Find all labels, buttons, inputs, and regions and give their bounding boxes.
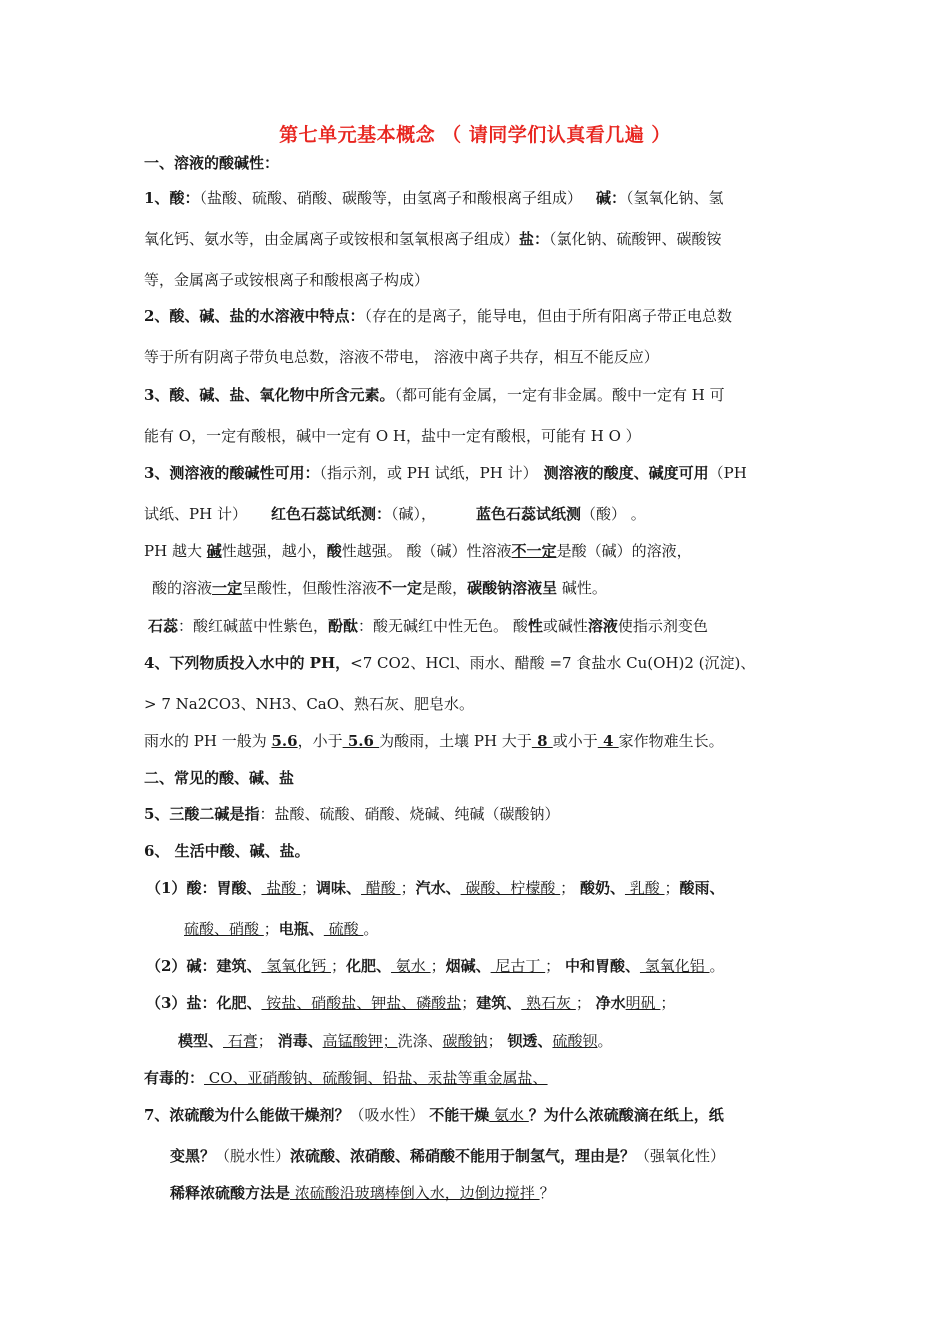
text-run: ； [400,879,416,897]
paragraph-line [144,188,724,208]
text-run: 尼古丁 [490,957,546,975]
text-run: 8 [531,732,553,750]
text-run: 碱 [206,542,222,560]
text-run: CO、亚硝酸钠、硫酸铜、铅盐、汞盐等重金属盐、 [204,1069,548,1087]
text-run: 或碱性 [542,617,588,635]
text-run: （吸水性） [349,1106,430,1124]
text-run: ？为什么浓硫酸滴在纸上，纸 [528,1106,724,1124]
text-run: ； [560,879,580,897]
text-run: 试纸、PH 计） [144,505,247,523]
text-run: ； [257,1032,278,1050]
text-run: 有毒的： [144,1069,205,1087]
text-run: 浓硫酸沿玻璃棒倒入水，边倒边搅拌 [290,1184,540,1202]
text-run: ； [487,1032,508,1050]
text-run: 是酸， [422,579,468,597]
paragraph-line [144,306,732,326]
text-run: ； [461,994,477,1012]
text-run: 浓硫酸、浓硝酸、稀硝酸不能用于制氢气，理由是？ [290,1147,636,1165]
text-run: 。 [626,505,646,523]
text-run: ； [263,920,279,938]
text-run: 稀释浓硫酸方法是 [170,1184,291,1202]
text-run: 净水 [595,994,626,1012]
text-run: 4、下列物质投入水中的 PH， [144,654,351,672]
text-run: 建筑、 [476,994,522,1012]
paragraph-line: 6、 生活中酸、碱、盐。 [144,842,310,860]
paragraph-line [144,1068,548,1088]
text-run: ； [430,957,446,975]
paragraph-line [144,804,559,824]
paragraph-line [144,229,722,249]
text-run: ？ [539,1184,555,1202]
text-run: （强氧化性） [635,1147,726,1165]
text-run: 氢氧化铝 [639,957,710,975]
text-run: 是酸（碱）的溶液， [556,542,692,560]
text-run: 5.6 [342,732,380,750]
text-run: 模型、 [178,1032,224,1050]
text-run: 测溶液的酸度、碱度可用 [543,464,709,482]
paragraph-line [144,347,659,367]
page-title: 第七单元基本概念 （ 请同学们认真看几遍 ） [279,124,671,146]
paragraph-line [170,1183,555,1203]
text-run: 蓝色石蕊试纸测 [475,505,581,523]
text-run: 性越强，越小， [221,542,327,560]
text-run: ：盐酸、硫酸、硝酸、烧碱、纯碱（碳酸钠） [259,805,560,823]
text-run: 性越强。 酸（碱）性溶液 [341,542,512,560]
text-run: ； [664,879,680,897]
paragraph-line [144,426,641,446]
text-run: 。 [597,1032,613,1050]
text-run: 性 [527,617,543,635]
text-run: 醋酸 [361,879,401,897]
section-heading-1: 一、溶液的酸碱性： [144,154,280,172]
paragraph-line [146,993,675,1013]
text-run: （都可能有金属，一定有非金属。酸中一定有 H 可 [394,386,725,404]
paragraph-line [144,731,724,751]
text-run: 1、 [144,189,170,207]
text-run: 或小于 [552,732,598,750]
text-run: 酸的溶液 [152,579,213,597]
text-run: 酸 [326,542,342,560]
paragraph-line [144,694,474,714]
paragraph-line [144,1105,724,1125]
text-run: 乳酸 [624,879,665,897]
text-run: 不一定 [511,542,557,560]
text-run: 碱： [595,189,626,207]
text-run: 酸： [169,189,200,207]
text-run: 碱：建筑、 [186,957,262,975]
text-run: 电瓶、 [278,920,324,938]
text-run: 5.6 [271,732,298,750]
text-run: ； [545,957,565,975]
text-run: 硫酸钡 [552,1032,598,1050]
text-run: 氧化钙、氨水等，由金属离子或铵根和氢氧根离子组成） [144,230,520,248]
text-run: 溶液 [587,617,618,635]
text-run: 酸：胃酸、 [186,879,262,897]
paragraph-line [184,919,378,939]
text-run: 盐酸 [261,879,301,897]
text-run: 一定 [212,579,243,597]
text-run: ：酸无碱红中性无色。 酸 [358,617,528,635]
paragraph-line [144,270,429,290]
text-run: （指示剂，或 PH 试纸，PH 计） [319,464,538,482]
text-run: （存在的是离子，能导电，但由于所有阳离子带正电总数 [364,307,732,325]
text-run: 烟碱、 [445,957,491,975]
section-heading-2: 二、常见的酸、碱、盐 [144,769,295,787]
text-run: 红色石蕊试纸测： [270,505,391,523]
text-run: 碳酸、柠檬酸 [460,879,561,897]
text-run: （脱水性） [215,1147,291,1165]
paragraph-line [170,1146,725,1166]
text-run: PH 越大 [144,542,207,560]
text-run: （氯化钠、硫酸钾、碳酸铵 [549,230,722,248]
text-run: > 7 Na2CO3、NH3、CaO、熟石灰、肥皂水。 [144,695,475,713]
text-run: <7 CO2、HCl、雨水、醋酸 =7 食盐水 Cu(OH)2 (沉淀)、 [350,654,756,672]
text-run: 酚酞 [328,617,359,635]
text-run: 酸奶、 [579,879,625,897]
text-run: （3） [146,994,187,1012]
paragraph-line [144,385,725,405]
text-run: 5、三酸二碱是指 [144,805,260,823]
text-run: 氨水 [391,957,431,975]
text-run: （盐酸、硫酸、硝酸、碳酸等，由氢离子和酸根离子组成） [199,189,582,207]
text-run: 氨水 [489,1106,529,1124]
text-run: 碳酸钠 [442,1032,488,1050]
text-run: （氢氧化钠、氢 [625,189,724,207]
paragraph-line [152,578,607,598]
paragraph-line [146,878,725,898]
text-run: ； [660,994,676,1012]
text-run: 使指示剂变色 [617,617,708,635]
text-run: 3、酸、碱、盐、氧化物中所含元素。 [144,386,395,404]
text-run: 汽水、 [415,879,461,897]
text-run: 家作物难生长。 [618,732,724,750]
text-run: 调味、 [316,879,362,897]
text-run: 不一定 [377,579,423,597]
text-run: 洗涤、 [397,1032,443,1050]
text-run: 变黑？ [170,1147,216,1165]
text-run: 碳酸钠溶液呈 [467,579,558,597]
text-run: ； [331,957,347,975]
text-run: 明矾 [625,994,661,1012]
text-run: 酸雨、 [679,879,725,897]
paragraph-line [144,463,747,483]
text-run: （碱）， [390,505,436,523]
text-run: 中和胃酸、 [564,957,640,975]
paragraph-line [144,504,646,524]
text-run: 3、测溶液的酸碱性可用： [144,464,320,482]
text-run: 盐： [519,230,550,248]
text-run: ； [301,879,317,897]
text-run: 能有 O，一定有酸根，碱中一定有 O H，盐中一定有酸根，可能有 H O ） [144,427,641,445]
text-run: 为酸雨，土壤 PH 大于 [379,732,532,750]
text-run: 石膏 [223,1032,258,1050]
text-run: （2） [146,957,187,975]
text-run: 。 [709,957,725,975]
text-run: ，小于 [297,732,343,750]
text-run: 熟石灰 [521,994,576,1012]
text-run: 。 [363,920,379,938]
text-run: ； [575,994,596,1012]
paragraph-line [144,541,692,561]
paragraph-line [178,1031,612,1051]
text-run: 消毒、 [277,1032,323,1050]
paragraph-line [144,653,755,673]
text-run: 等于所有阴离子带负电总数，溶液不带电， 溶液中离子共存，相互不能反应） [144,348,659,366]
text-run: 氢氧化钙 [261,957,331,975]
text-run: 盐：化肥、 [186,994,262,1012]
text-run: 不能干燥 [429,1106,490,1124]
text-run: 2、酸、碱、盐的水溶液中特点： [144,307,365,325]
text-run: 雨水的 PH 一般为 [144,732,272,750]
text-run: （1） [146,879,187,897]
text-run: 4 [597,732,619,750]
text-run: 硫酸 [323,920,364,938]
text-run: 高锰酸钾； [322,1032,398,1050]
text-run: 化肥、 [346,957,392,975]
text-run: 石蕊 [148,617,179,635]
text-run: 钡透、 [507,1032,553,1050]
text-run: 硫酸、硝酸 [184,920,264,938]
text-run: ：酸红碱蓝中性紫色， [178,617,329,635]
text-run: 呈酸性，但酸性溶液 [242,579,378,597]
paragraph-line [148,616,708,636]
text-run: 铵盐、硝酸盐、钾盐、磷酸盐 [261,994,462,1012]
text-run: （PH [708,464,747,482]
text-run: （酸） [581,505,627,523]
text-run: 碱性。 [557,579,607,597]
text-run: 等，金属离子或铵根离子和酸根离子构成） [144,271,430,289]
text-run: 7、浓硫酸为什么能做干燥剂？ [144,1106,350,1124]
paragraph-line [146,956,725,976]
